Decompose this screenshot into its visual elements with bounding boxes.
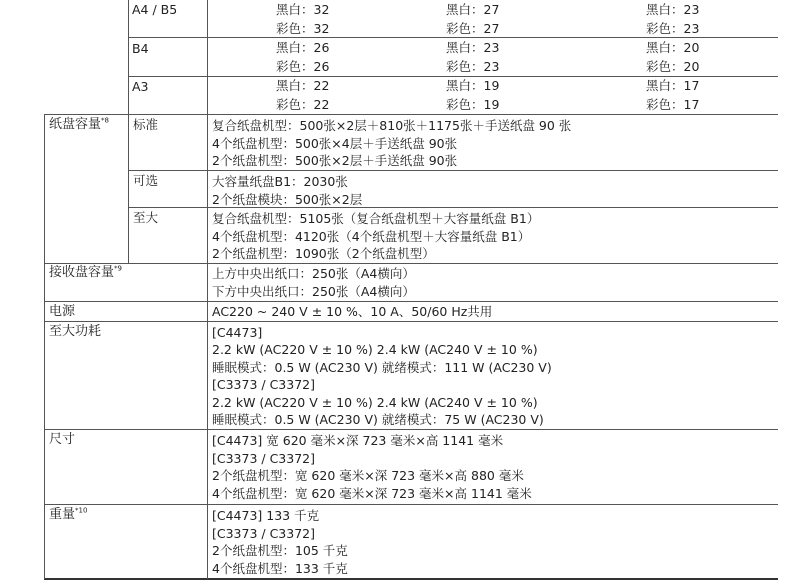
rule-v-sub <box>128 114 129 263</box>
speed-color: 彩色：26 <box>276 58 330 74</box>
speed-bw: 黑白：23 <box>446 40 500 55</box>
footnote-ref: *9 <box>114 264 122 273</box>
speed-col-2 <box>446 77 499 114</box>
footnote-ref: *10 <box>75 506 88 515</box>
row-label-output-capacity: 接收盘容量$^{*9}$ <box>49 264 122 280</box>
dimensions-values: [C4473] 宽 620 毫米×深 723 毫米×高 1141 毫米 [C3373 / C3372] 2个纸盘机型：宽 620 毫米×深 723 毫米×高 880 毫米 4个纸盘机型：宽 620 毫米×深 723 毫米×高 1141 毫米 <box>212 433 532 501</box>
rule-v-left <box>44 114 45 579</box>
standard-tray-values: 复合纸盘机型：500张×2层＋810张＋1175张＋手送纸盘 90 张 4个纸盘机型：500张×4层＋手送纸盘 90张 2个纸盘机型：500张×2层＋手送纸盘 90张 <box>212 118 572 168</box>
speed-bw: 黑白：27 <box>446 2 500 17</box>
sub-label-optional: 可选 <box>133 173 159 188</box>
rule-bottom <box>44 578 778 580</box>
speed-color: 彩色：32 <box>276 20 330 36</box>
speed-bw: 黑白：26 <box>276 40 330 55</box>
paper-size-label: B4 <box>132 41 149 56</box>
rule-weight-top <box>44 504 778 505</box>
paper-size-label: A3 <box>132 79 149 94</box>
speed-col-1 <box>276 1 329 38</box>
consumption-values: [C4473] 2.2 kW (AC220 V ± 10 %) 2.4 kW (AC240 V ± 10 %) 睡眠模式：0.5 W (AC230 V) 就绪模式：111 W (AC230 V) [C3373 / C3372] 2.2 kW (AC220 V ± 10 %) 2.4 kW (AC240 V ± 10 %) 睡眠模式：0.5 W (AC230 V) 就绪模式：75 W (AC230 V) <box>212 325 552 428</box>
speed-bw: 黑白：19 <box>446 78 500 93</box>
rule-tray-std <box>128 170 778 171</box>
footnote-ref: *8 <box>101 116 109 125</box>
speed-color: 彩色：19 <box>446 96 500 112</box>
speed-col-2 <box>446 1 499 38</box>
speed-bw: 黑白：23 <box>646 2 700 17</box>
max-tray-values: 复合纸盘机型：5105张（复合纸盘机型＋大容量纸盘 B1） 4个纸盘机型：4120张（4个纸盘机型＋大容量纸盘 B1） 2个纸盘机型：1090张（2个纸盘机型） <box>212 211 540 261</box>
row-label-power: 电源 <box>49 304 76 319</box>
power-value: AC220 ~ 240 V ± 10 %、10 A、50/60 Hz共用 <box>212 304 493 319</box>
rule-power-top <box>44 301 778 302</box>
rule-v-size <box>128 0 129 114</box>
row-label-tray-capacity: 纸盘容量$^{*8}$ <box>49 116 109 132</box>
speed-col-3 <box>646 77 699 114</box>
sub-label-standard: 标准 <box>133 117 159 132</box>
rule-dimensions-top <box>44 429 778 430</box>
weight-values: [C4473] 133 千克 [C3373 / C3372] 2个纸盘机型：105 千克 4个纸盘机型：133 千克 <box>212 508 348 576</box>
rule-v-value <box>207 0 208 579</box>
row-label-dimensions: 尺寸 <box>49 432 76 447</box>
speed-bw: 黑白：17 <box>646 78 700 93</box>
rule-consumption-top <box>44 321 778 322</box>
row-label-max-consumption: 至大功耗 <box>49 324 102 339</box>
speed-col-2 <box>446 39 499 76</box>
speed-col-3 <box>646 1 699 38</box>
row-label-weight: 重量$^{*10}$ <box>49 506 88 522</box>
optional-tray-values: 大容量纸盘B1：2030张 2个纸盘模块：500张×2层 <box>212 174 363 207</box>
rule-output-top <box>44 263 778 264</box>
paper-size-label: A4 / B5 <box>132 2 178 17</box>
speed-col-3 <box>646 39 699 76</box>
speed-bw: 黑白：32 <box>276 2 330 17</box>
output-capacity-values: 上方中央出纸口：250张（A4横向） 下方中央出纸口：250张（A4横向） <box>212 266 415 299</box>
speed-color: 彩色：20 <box>646 58 700 74</box>
speed-bw: 黑白：22 <box>276 78 330 93</box>
speed-col-1 <box>276 77 329 114</box>
speed-color: 彩色：22 <box>276 96 330 112</box>
speed-col-1 <box>276 39 329 76</box>
speed-color: 彩色：27 <box>446 20 500 36</box>
sub-label-max: 至大 <box>133 210 159 225</box>
speed-bw: 黑白：20 <box>646 40 700 55</box>
speed-color: 彩色：17 <box>646 96 700 112</box>
rule-tray-top <box>44 114 778 115</box>
speed-color: 彩色：23 <box>646 20 700 36</box>
speed-color: 彩色：23 <box>446 58 500 74</box>
